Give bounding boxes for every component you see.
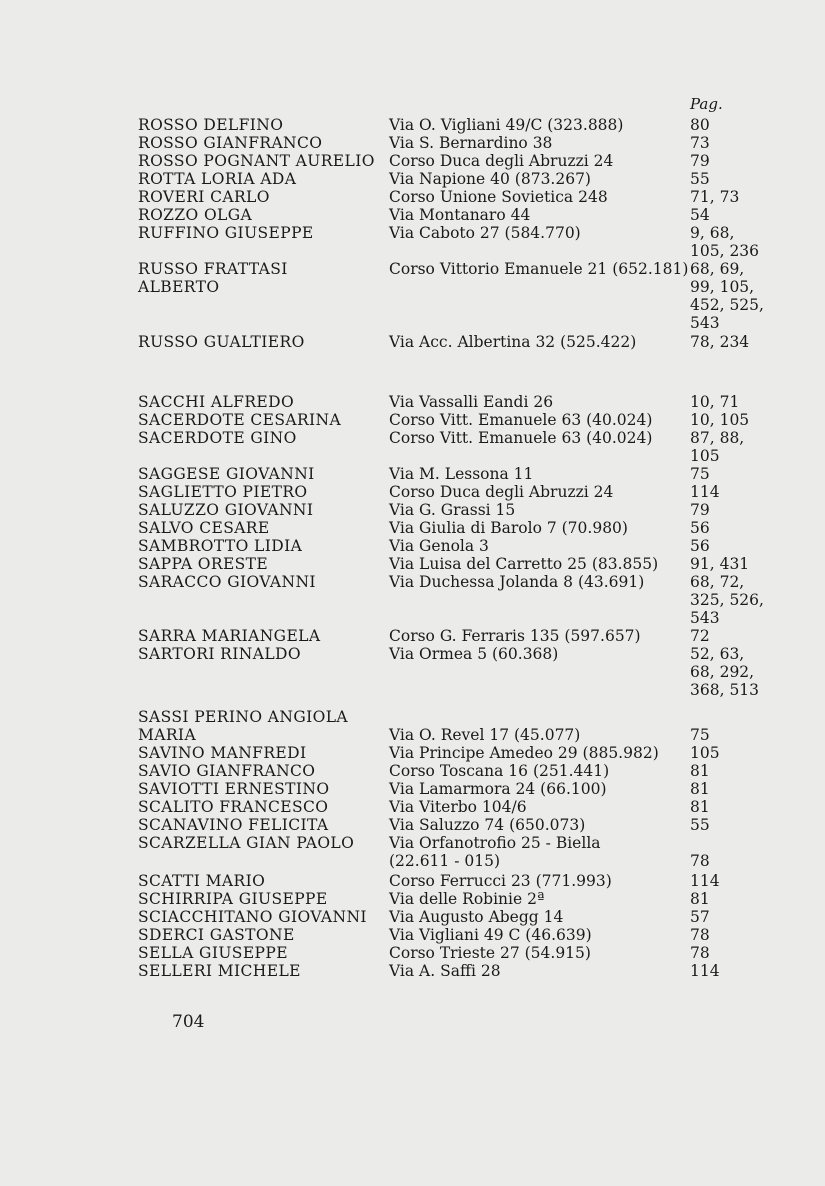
entry-pages: 75 bbox=[690, 726, 710, 744]
entry-address: Via Viterbo 104/6 bbox=[389, 798, 527, 816]
entry-pages: 81 bbox=[690, 780, 710, 798]
entry-pages: 78 bbox=[690, 926, 710, 944]
entry-address: Via Giulia di Barolo 7 (70.980) bbox=[389, 519, 628, 537]
entry-address: (22.611 - 015) bbox=[389, 852, 501, 870]
entry-name: SAVIOTTI ERNESTINO bbox=[138, 780, 330, 798]
entry-address: Corso Ferrucci 23 (771.993) bbox=[389, 872, 612, 890]
list-item bbox=[0, 609, 825, 627]
entry-pages: 543 bbox=[690, 314, 720, 332]
entry-name: ROSSO DELFINO bbox=[138, 116, 284, 134]
list-item bbox=[0, 798, 825, 816]
entry-pages: 52, 63, bbox=[690, 645, 745, 663]
entry-name: SALVO CESARE bbox=[138, 519, 270, 537]
entry-name: SARACCO GIOVANNI bbox=[138, 573, 316, 591]
entry-address: Corso Vittorio Emanuele 21 (652.181) bbox=[389, 260, 689, 278]
entry-name: SARTORI RINALDO bbox=[138, 645, 301, 663]
entry-pages: 80 bbox=[690, 116, 710, 134]
list-item bbox=[0, 242, 825, 260]
entry-pages: 75 bbox=[690, 465, 710, 483]
list-item bbox=[0, 944, 825, 962]
list-item bbox=[0, 483, 825, 501]
entry-address: Via Vigliani 49 C (46.639) bbox=[389, 926, 592, 944]
list-item bbox=[0, 206, 825, 224]
entry-name: SAVINO MANFREDI bbox=[138, 744, 307, 762]
entry-pages: 57 bbox=[690, 908, 710, 926]
entry-address: Via Napione 40 (873.267) bbox=[389, 170, 591, 188]
entry-address: Via S. Bernardino 38 bbox=[389, 134, 553, 152]
entry-address: Corso Vitt. Emanuele 63 (40.024) bbox=[389, 429, 653, 447]
entry-address: Corso Duca degli Abruzzi 24 bbox=[389, 483, 614, 501]
entry-name: ROSSO POGNANT AURELIO bbox=[138, 152, 375, 170]
list-item bbox=[0, 627, 825, 645]
entry-address: Via Principe Amedeo 29 (885.982) bbox=[389, 744, 659, 762]
list-item bbox=[0, 429, 825, 447]
entry-pages: 105 bbox=[690, 744, 720, 762]
list-item bbox=[0, 116, 825, 134]
entry-name: ROTTA LORIA ADA bbox=[138, 170, 297, 188]
list-item bbox=[0, 260, 825, 278]
entry-name: SAGGESE GIOVANNI bbox=[138, 465, 315, 483]
list-item bbox=[0, 663, 825, 681]
list-item bbox=[0, 537, 825, 555]
entry-pages: 114 bbox=[690, 483, 720, 501]
entry-pages: 79 bbox=[690, 152, 710, 170]
list-item bbox=[0, 573, 825, 591]
entry-address: Corso Duca degli Abruzzi 24 bbox=[389, 152, 614, 170]
entry-name: SACERDOTE GINO bbox=[138, 429, 297, 447]
list-item bbox=[0, 188, 825, 206]
entry-pages: 99, 105, bbox=[690, 278, 755, 296]
entry-name: SACCHI ALFREDO bbox=[138, 393, 295, 411]
list-item bbox=[0, 296, 825, 314]
list-item bbox=[0, 744, 825, 762]
entry-pages: 543 bbox=[690, 609, 720, 627]
entry-pages: 81 bbox=[690, 798, 710, 816]
entry-pages: 68, 72, bbox=[690, 573, 745, 591]
entry-name: RUSSO GUALTIERO bbox=[138, 333, 305, 351]
list-item bbox=[0, 834, 825, 852]
entry-name: SCHIRRIPA GIUSEPPE bbox=[138, 890, 328, 908]
entry-name: ROVERI CARLO bbox=[138, 188, 270, 206]
entry-name: SACERDOTE CESARINA bbox=[138, 411, 342, 429]
entry-pages: 81 bbox=[690, 890, 710, 908]
entry-name: SARRA MARIANGELA bbox=[138, 627, 321, 645]
list-item bbox=[0, 134, 825, 152]
entry-pages: 78 bbox=[690, 944, 710, 962]
entry-name: MARIA bbox=[138, 726, 197, 744]
list-item bbox=[0, 314, 825, 332]
entry-pages: 87, 88, bbox=[690, 429, 745, 447]
entry-address: Via Saluzzo 74 (650.073) bbox=[389, 816, 586, 834]
entry-address: Corso Unione Sovietica 248 bbox=[389, 188, 608, 206]
list-item bbox=[0, 591, 825, 609]
entry-pages: 68, 69, bbox=[690, 260, 745, 278]
entry-name: SASSI PERINO ANGIOLA bbox=[138, 708, 349, 726]
list-item bbox=[0, 890, 825, 908]
entry-pages: 68, 292, bbox=[690, 663, 755, 681]
entry-pages: 452, 525, bbox=[690, 296, 764, 314]
entry-pages: 105, 236 bbox=[690, 242, 760, 260]
list-item bbox=[0, 708, 825, 726]
entry-address: Via Vassalli Eandi 26 bbox=[389, 393, 554, 411]
entry-address: Corso Vitt. Emanuele 63 (40.024) bbox=[389, 411, 653, 429]
entry-address: Via Augusto Abegg 14 bbox=[389, 908, 564, 926]
entry-pages: 114 bbox=[690, 872, 720, 890]
entry-address: Via O. Revel 17 (45.077) bbox=[389, 726, 581, 744]
entry-name: SAMBROTTO LIDIA bbox=[138, 537, 303, 555]
entry-name: RUFFINO GIUSEPPE bbox=[138, 224, 314, 242]
entry-name: SCATTI MARIO bbox=[138, 872, 266, 890]
entry-pages: 368, 513 bbox=[690, 681, 760, 699]
entry-address: Corso Toscana 16 (251.441) bbox=[389, 762, 610, 780]
list-item bbox=[0, 519, 825, 537]
entry-name: SCARZELLA GIAN PAOLO bbox=[138, 834, 355, 852]
list-item bbox=[0, 393, 825, 411]
entry-name: ROZZO OLGA bbox=[138, 206, 253, 224]
entry-pages: 81 bbox=[690, 762, 710, 780]
list-item bbox=[0, 278, 825, 296]
entry-name: SDERCI GASTONE bbox=[138, 926, 295, 944]
entry-pages: 55 bbox=[690, 170, 710, 188]
entry-name: SCALITO FRANCESCO bbox=[138, 798, 329, 816]
entry-name: SAVIO GIANFRANCO bbox=[138, 762, 316, 780]
entry-address: Via G. Grassi 15 bbox=[389, 501, 516, 519]
list-item bbox=[0, 411, 825, 429]
entry-address: Via Ormea 5 (60.368) bbox=[389, 645, 559, 663]
entry-name: SELLERI MICHELE bbox=[138, 962, 301, 980]
entry-name: ROSSO GIANFRANCO bbox=[138, 134, 323, 152]
entry-address: Via O. Vigliani 49/C (323.888) bbox=[389, 116, 624, 134]
list-item bbox=[0, 762, 825, 780]
entry-address: Via Montanaro 44 bbox=[389, 206, 531, 224]
entry-pages: 56 bbox=[690, 537, 710, 555]
page-column-header: Pag. bbox=[690, 95, 723, 113]
entry-address: Via Lamarmora 24 (66.100) bbox=[389, 780, 607, 798]
entry-pages: 325, 526, bbox=[690, 591, 764, 609]
entry-name: SAPPA ORESTE bbox=[138, 555, 269, 573]
entry-address: Corso G. Ferraris 135 (597.657) bbox=[389, 627, 641, 645]
entry-pages: 9, 68, bbox=[690, 224, 735, 242]
entry-address: Via Caboto 27 (584.770) bbox=[389, 224, 581, 242]
list-item bbox=[0, 962, 825, 980]
entry-address: Via A. Saffi 28 bbox=[389, 962, 501, 980]
list-item bbox=[0, 908, 825, 926]
entry-address: Via Orfanotrofio 25 - Biella bbox=[389, 834, 601, 852]
list-item bbox=[0, 780, 825, 798]
list-item bbox=[0, 465, 825, 483]
list-item bbox=[0, 926, 825, 944]
entry-pages: 78 bbox=[690, 852, 710, 870]
entry-address: Via Duchessa Jolanda 8 (43.691) bbox=[389, 573, 645, 591]
entry-address: Via M. Lessona 11 bbox=[389, 465, 534, 483]
entry-pages: 10, 105 bbox=[690, 411, 750, 429]
entry-pages: 105 bbox=[690, 447, 720, 465]
page-number: 704 bbox=[172, 1012, 205, 1032]
entry-name: SCANAVINO FELICITA bbox=[138, 816, 329, 834]
entry-pages: 114 bbox=[690, 962, 720, 980]
entry-name: SALUZZO GIOVANNI bbox=[138, 501, 314, 519]
entry-name: ALBERTO bbox=[138, 278, 220, 296]
entry-address: Via Genola 3 bbox=[389, 537, 489, 555]
list-item bbox=[0, 872, 825, 890]
list-item bbox=[0, 681, 825, 699]
list-item bbox=[0, 333, 825, 351]
entry-name: SELLA GIUSEPPE bbox=[138, 944, 288, 962]
entry-pages: 71, 73 bbox=[690, 188, 740, 206]
list-item bbox=[0, 816, 825, 834]
entry-name: SCIACCHITANO GIOVANNI bbox=[138, 908, 367, 926]
entry-pages: 54 bbox=[690, 206, 710, 224]
entry-pages: 55 bbox=[690, 816, 710, 834]
list-item bbox=[0, 852, 825, 870]
entry-name: SAGLIETTO PIETRO bbox=[138, 483, 308, 501]
entry-pages: 56 bbox=[690, 519, 710, 537]
list-item bbox=[0, 447, 825, 465]
entry-name: RUSSO FRATTASI bbox=[138, 260, 288, 278]
list-item bbox=[0, 152, 825, 170]
entry-pages: 10, 71 bbox=[690, 393, 740, 411]
list-item bbox=[0, 170, 825, 188]
entry-address: Corso Trieste 27 (54.915) bbox=[389, 944, 591, 962]
entry-pages: 79 bbox=[690, 501, 710, 519]
entry-pages: 78, 234 bbox=[690, 333, 750, 351]
entry-address: Via Acc. Albertina 32 (525.422) bbox=[389, 333, 637, 351]
entry-address: Via delle Robinie 2ª bbox=[389, 890, 545, 908]
entry-pages: 91, 431 bbox=[690, 555, 750, 573]
list-item bbox=[0, 726, 825, 744]
list-item bbox=[0, 645, 825, 663]
list-item bbox=[0, 501, 825, 519]
entry-pages: 73 bbox=[690, 134, 710, 152]
list-item bbox=[0, 224, 825, 242]
entry-address: Via Luisa del Carretto 25 (83.855) bbox=[389, 555, 659, 573]
list-item bbox=[0, 555, 825, 573]
entry-pages: 72 bbox=[690, 627, 710, 645]
